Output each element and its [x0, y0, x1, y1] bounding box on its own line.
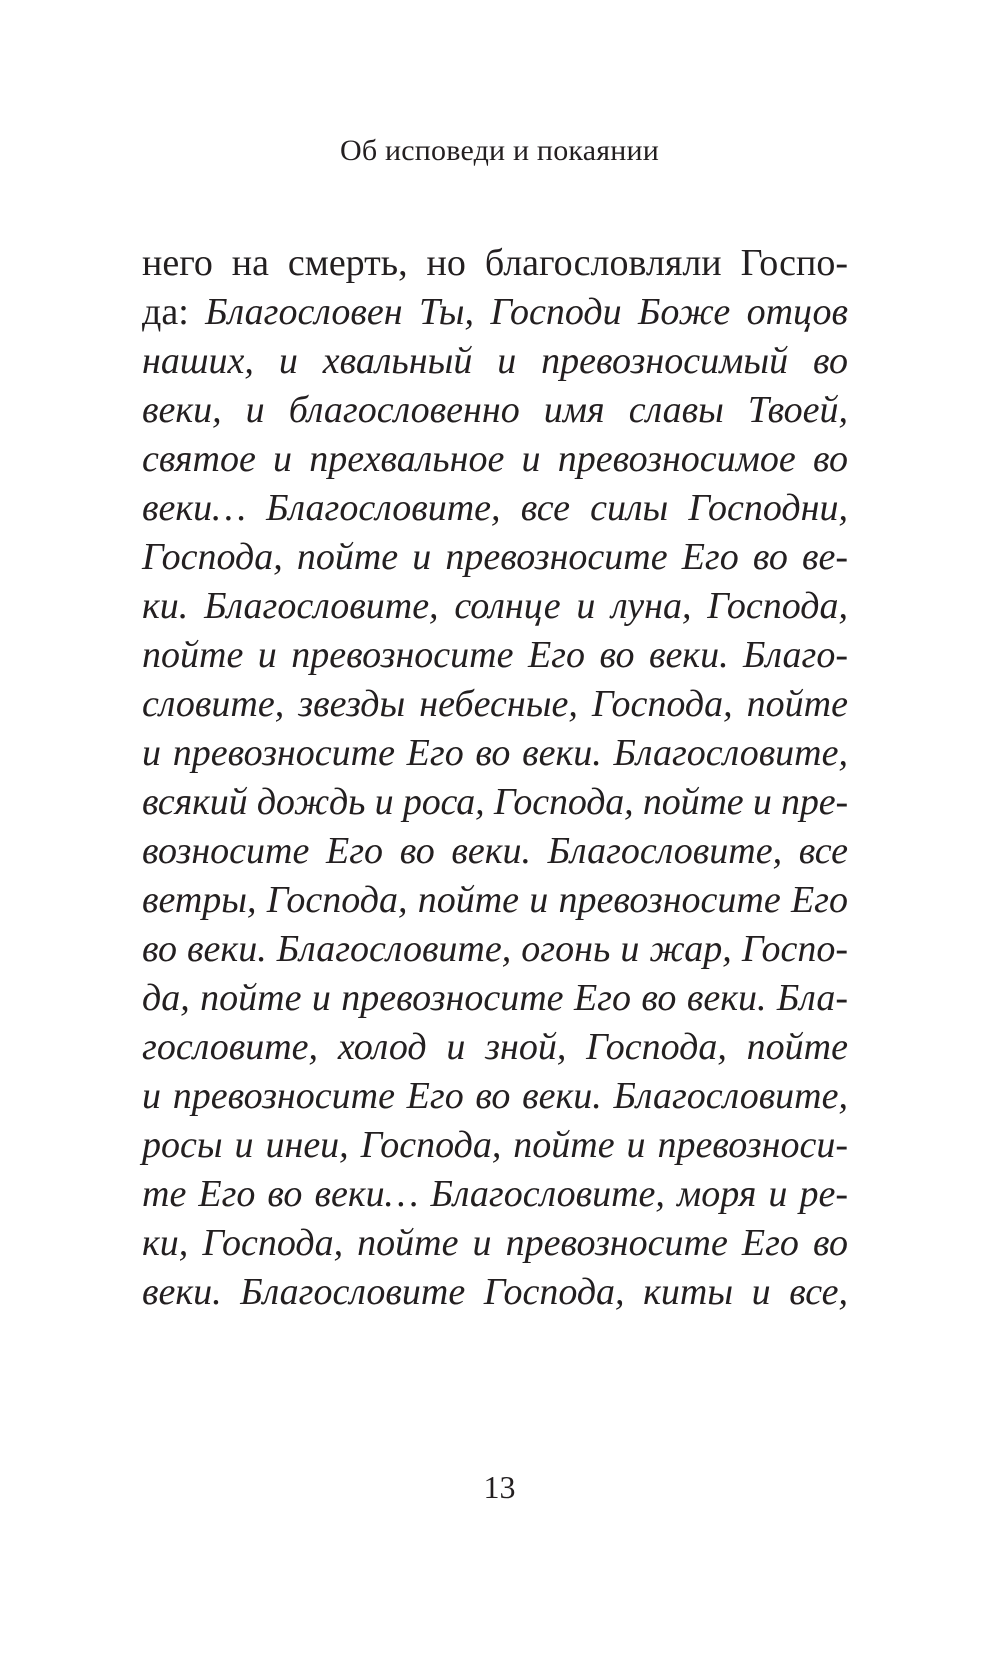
text-line-roman-part: да: [142, 291, 206, 333]
text-line: Господа, пойте и превозносите Его во ве- [142, 536, 848, 578]
text-line: пойте и превозносите Его во веки. Благо- [142, 634, 848, 676]
page-number: 13 [483, 1469, 516, 1505]
text-line: ки, Господа, пойте и превозносите Его во [142, 1222, 848, 1264]
text-line: ветры, Господа, пойте и превозносите Его [142, 879, 848, 921]
text-line: веки. Благословите Господа, киты и все, [142, 1271, 848, 1313]
scripture-quote-start: Благословен Ты, Господи Боже отцов [205, 291, 848, 333]
text-line: во веки. Благословите, огонь и жар, Госпо- [142, 928, 848, 970]
text-line: веки, и благословенно имя славы Твоей, [142, 389, 848, 431]
text-line: всякий дождь и роса, Господа, пойте и пре- [142, 781, 849, 823]
text-line: росы и инеи, Господа, пойте и превозноси- [142, 1124, 849, 1166]
text-line-content: него на смерть, но благословляли Госпо- [142, 242, 848, 284]
running-header: Об исповеди и покаянии [340, 134, 659, 167]
text-line [142, 237, 848, 289]
text-line: возносите Его во веки. Благословите, все [142, 830, 848, 872]
text-line: святое и прехвальное и превозносимое во [142, 438, 848, 480]
text-line: наших, и хвальный и превозносимый во [142, 340, 848, 382]
text-line: да, пойте и превозносите Его во веки. Бла- [142, 977, 848, 1019]
text-line: гословите, холод и зной, Господа, пойте [142, 1026, 848, 1068]
text-line: и превозносите Его во веки. Благословите, [142, 732, 848, 774]
text-line [142, 286, 848, 338]
text-line: те Его во веки… Благословите, моря и ре- [142, 1173, 848, 1215]
text-line: словите, звезды небесные, Господа, пойте [142, 683, 848, 725]
text-line: и превозносите Его во веки. Благословите, [142, 1075, 848, 1117]
text-line: веки… Благословите, все силы Господни, [142, 487, 848, 529]
text-line: ки. Благословите, солнце и луна, Господа, [142, 585, 848, 627]
